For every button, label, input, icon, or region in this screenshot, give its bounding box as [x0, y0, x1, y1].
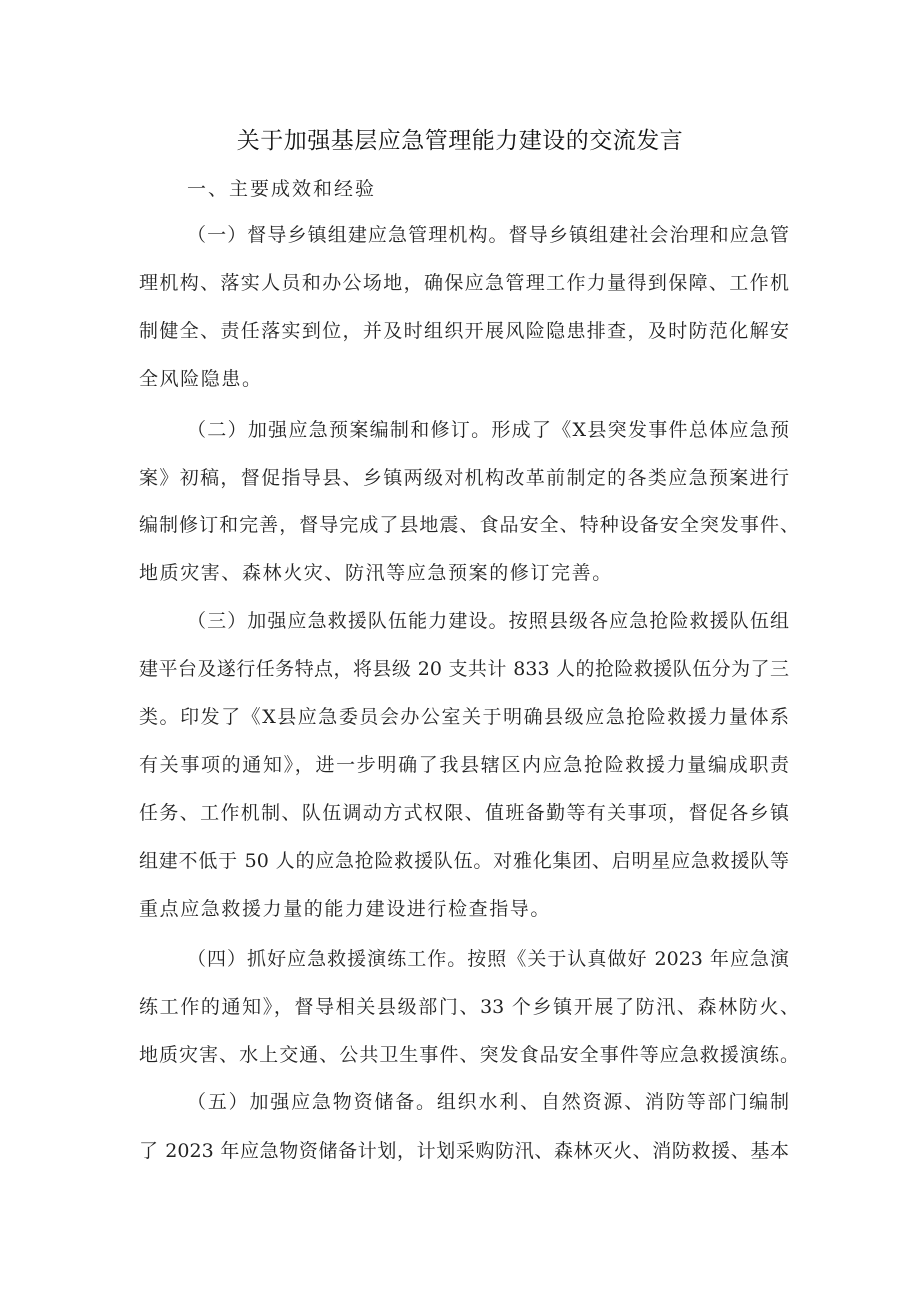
paragraph-line: 了 2023 年应急物资储备计划，计划采购防汛、森林灭火、消防救援、基本	[139, 1140, 789, 1162]
paragraph-line: 重点应急救援力量的能力建设进行检查指导。	[139, 898, 552, 920]
paragraph-line: （四）抓好应急救援演练工作。按照《关于认真做好 2023 年应急演	[187, 948, 789, 970]
section-heading: 一、主要成效和经验	[187, 178, 377, 200]
paragraph-line: 有关事项的通知》，进一步明确了我县辖区内应急抢险救援力量编成职责	[139, 754, 789, 776]
paragraph-line: 理机构、落实人员和办公场地，确保应急管理工作力量得到保障、工作机	[139, 272, 789, 294]
paragraph-line: （一）督导乡镇组建应急管理机构。督导乡镇组建社会治理和应急管	[187, 224, 789, 246]
paragraph-line: 任务、工作机制、队伍调动方式权限、值班备勤等有关事项，督促各乡镇	[139, 802, 789, 824]
paragraph-line: 地质灾害、水上交通、公共卫生事件、突发食品安全事件等应急救援演练。	[139, 1044, 799, 1066]
paragraph-line: 建平台及遂行任务特点，将县级 20 支共计 833 人的抢险救援队伍分为了三	[139, 658, 789, 680]
paragraph-line: （三）加强应急救援队伍能力建设。按照县级各应急抢险救援队伍组	[187, 610, 789, 632]
paragraph-line: 全风险隐患。	[139, 368, 263, 390]
paragraph-line: （五）加强应急物资储备。组织水利、自然资源、消防等部门编制	[187, 1091, 789, 1113]
paragraph-line: 制健全、责任落实到位，并及时组织开展风险隐患排查，及时防范化解安	[139, 320, 789, 342]
paragraph-line: 组建不低于 50 人的应急抢险救援队伍。对雅化集团、启明星应急救援队等	[139, 850, 789, 872]
paragraph-line: 地质灾害、森林火灾、防汛等应急预案的修订完善。	[139, 562, 613, 584]
paragraph-line: （二）加强应急预案编制和修订。形成了《X县突发事件总体应急预	[187, 419, 789, 441]
paragraph-line: 编制修订和完善，督导完成了县地震、食品安全、特种设备安全突发事件、	[139, 514, 799, 536]
paragraph-line: 练工作的通知》，督导相关县级部门、33 个乡镇开展了防汛、森林防火、	[139, 996, 799, 1018]
paragraph-line: 类。印发了《X县应急委员会办公室关于明确县级应急抢险救援力量体系	[139, 706, 789, 728]
paragraph-line: 案》初稿，督促指导县、乡镇两级对机构改革前制定的各类应急预案进行	[139, 467, 789, 489]
document-title: 关于加强基层应急管理能力建设的交流发言	[236, 128, 684, 154]
